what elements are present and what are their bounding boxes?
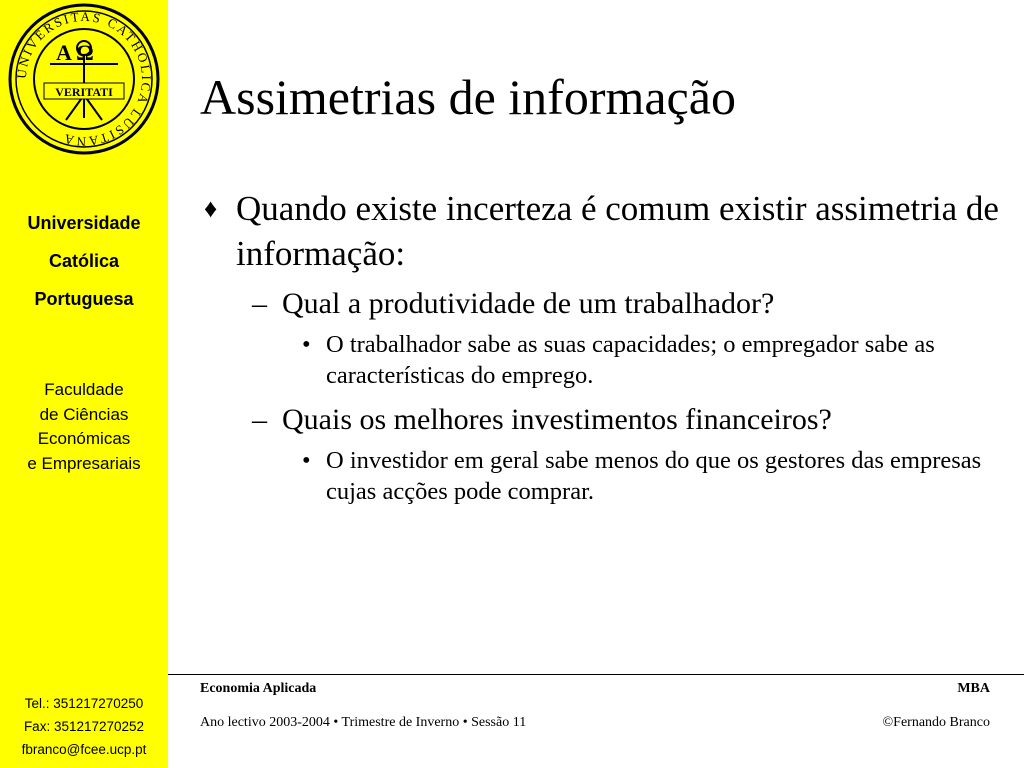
footer-divider (168, 674, 1024, 675)
university-seal-icon (0, 0, 168, 158)
slide-title: Assimetrias de informação (200, 69, 736, 125)
dot-bullet-icon: • (302, 447, 311, 474)
university-name (0, 204, 168, 318)
svg-text:A Ω: A Ω (56, 40, 94, 65)
faculty-name-line: de Ciências (39, 404, 129, 424)
contact-info (0, 692, 168, 761)
footer-course-name: Economia Aplicada (200, 681, 317, 696)
footer-copyright: ©Fernando Branco (882, 715, 990, 730)
dash-bullet-icon: – (252, 403, 267, 436)
university-name-line: Universidade (27, 213, 141, 233)
bullet-text: Quais os melhores investimentos financeiros? (282, 403, 832, 436)
faculty-name-line: e Empresariais (27, 453, 141, 473)
bullet-text: Quando existe incerteza é comum existir assimetria de informação: (236, 189, 999, 273)
bullet-text: O trabalhador sabe as suas capacidades; o empregador sabe as características do emprego. (326, 331, 935, 389)
bullet-text: O investidor em geral sabe menos do que os gestores das empresas cujas acções pode comprar. (326, 447, 982, 505)
svg-text:VERITATI: VERITATI (55, 85, 113, 99)
bullet-item-level1 (200, 186, 1000, 276)
faculty-name-line: Faculdade (44, 380, 124, 399)
bullet-item-level3 (200, 445, 1000, 507)
university-name-line: Portuguesa (34, 289, 134, 309)
faculty-name (0, 378, 168, 476)
svg-text:UNIVERSITAS CATHOLICA LUSITANA: UNIVERSITAS CATHOLICA LUSITANA (13, 8, 155, 150)
bullet-item-level2 (200, 284, 1000, 323)
faculty-name-line: Económicas (37, 429, 131, 448)
bullet-list (200, 186, 1000, 516)
footer-program-name: MBA (957, 681, 990, 696)
dash-bullet-icon: – (252, 287, 267, 320)
sidebar (0, 0, 168, 768)
dot-bullet-icon: • (302, 331, 311, 358)
university-logo (0, 0, 168, 158)
email-address: fbranco@fcee.ucp.pt (21, 742, 147, 757)
fax-number: Fax: 351217270252 (23, 719, 145, 734)
university-name-line: Católica (48, 251, 120, 271)
bullet-item-level2 (200, 400, 1000, 439)
bullet-item-level3 (200, 329, 1000, 391)
phone-number: Tel.: 351217270250 (24, 696, 144, 711)
bullet-text: Qual a produtividade de um trabalhador? (282, 287, 775, 320)
diamond-bullet-icon: ♦ (204, 194, 218, 223)
footer-session-info: Ano lectivo 2003-2004 • Trimestre de Inverno • Sessão 11 (200, 715, 527, 730)
